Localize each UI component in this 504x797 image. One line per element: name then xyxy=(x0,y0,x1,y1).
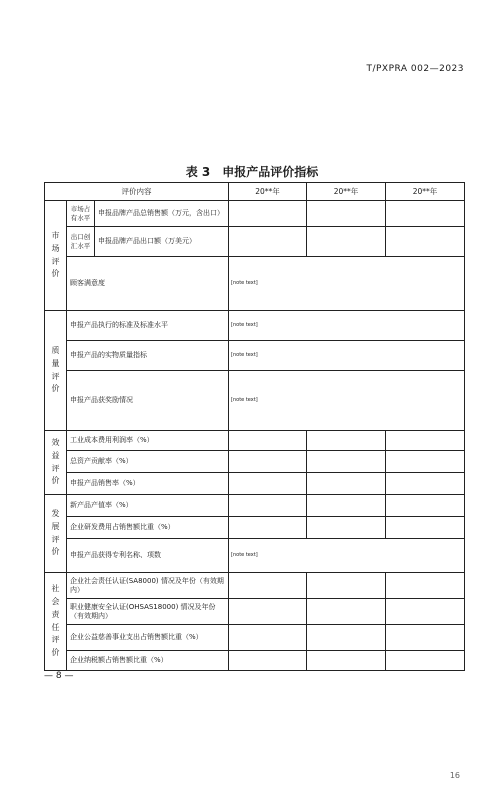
item-sa8000: 企业社会责任认证(SA8000) 情况及年份（有效期内） xyxy=(67,573,229,599)
document-id: T/PXPRA 002—2023 xyxy=(366,64,464,74)
value-cell xyxy=(229,227,307,257)
table-row xyxy=(45,311,465,341)
value-cell xyxy=(386,451,465,473)
item-sales-rate: 申报产品销售率（%） xyxy=(67,473,229,495)
note-awards: [note text] xyxy=(229,371,465,431)
table-row xyxy=(45,495,465,517)
value-cell xyxy=(307,599,386,625)
item-total-sales: 申报品牌产品总销售额（万元，含出口） xyxy=(95,201,229,227)
value-cell xyxy=(307,431,386,451)
table-header-row xyxy=(45,183,465,201)
item-patents: 申报产品获得专利名称、项数 xyxy=(67,539,229,573)
table-row xyxy=(45,599,465,625)
sub-export: 出口创汇水平 xyxy=(67,227,95,257)
table-row xyxy=(45,227,465,257)
note-physical-quality: [note text] xyxy=(229,341,465,371)
header-year-1: 20**年 xyxy=(229,183,307,201)
item-rd-ratio: 企业研发费用占销售额比重（%） xyxy=(67,517,229,539)
value-cell xyxy=(229,651,307,671)
table-row xyxy=(45,517,465,539)
value-cell xyxy=(386,625,465,651)
category-quality: 质量评价 xyxy=(45,311,67,431)
item-charity: 企业公益慈善事业支出占销售额比重（%） xyxy=(67,625,229,651)
header-year-2: 20**年 xyxy=(307,183,386,201)
value-cell xyxy=(386,573,465,599)
item-new-product: 新产品产值率（%） xyxy=(67,495,229,517)
category-efficiency: 效益评价 xyxy=(45,431,67,495)
value-cell xyxy=(229,573,307,599)
value-cell xyxy=(307,625,386,651)
table-row xyxy=(45,651,465,671)
note-customer-satisfaction: [note text] xyxy=(229,257,465,311)
evaluation-table xyxy=(44,182,465,671)
value-cell xyxy=(229,517,307,539)
value-cell xyxy=(229,431,307,451)
value-cell xyxy=(307,227,386,257)
value-cell xyxy=(229,451,307,473)
item-asset-contribution: 总资产贡献率（%） xyxy=(67,451,229,473)
table-row xyxy=(45,257,465,311)
item-cost-profit: 工业成本费用利润率（%） xyxy=(67,431,229,451)
value-cell xyxy=(307,573,386,599)
value-cell xyxy=(307,451,386,473)
value-cell xyxy=(229,625,307,651)
value-cell xyxy=(386,473,465,495)
item-physical-quality: 申报产品的实物质量指标 xyxy=(67,341,229,371)
table-row xyxy=(45,341,465,371)
category-market: 市场评价 xyxy=(45,201,67,311)
sub-market-share: 市场占有水平 xyxy=(67,201,95,227)
note-patents: [note text] xyxy=(229,539,465,573)
table-row xyxy=(45,451,465,473)
value-cell xyxy=(307,651,386,671)
value-cell xyxy=(386,201,465,227)
value-cell xyxy=(229,201,307,227)
page-number: 16 xyxy=(449,771,460,780)
table-row xyxy=(45,371,465,431)
value-cell xyxy=(229,599,307,625)
item-tax: 企业纳税额占销售额比重（%） xyxy=(67,651,229,671)
header-year-3: 20**年 xyxy=(386,183,465,201)
note-standard: [note text] xyxy=(229,311,465,341)
page-footer-label: — 8 — xyxy=(44,671,74,681)
category-development: 发展评价 xyxy=(45,495,67,573)
value-cell xyxy=(386,517,465,539)
value-cell xyxy=(386,495,465,517)
item-standard: 申报产品执行的标准及标准水平 xyxy=(67,311,229,341)
item-customer-satisfaction: 顾客满意度 xyxy=(67,257,229,311)
table-row xyxy=(45,201,465,227)
value-cell xyxy=(229,473,307,495)
item-awards: 申报产品获奖励情况 xyxy=(67,371,229,431)
value-cell xyxy=(307,495,386,517)
table-row xyxy=(45,625,465,651)
table-title: 表 3 申报产品评价指标 xyxy=(185,165,319,179)
value-cell xyxy=(386,431,465,451)
table-row xyxy=(45,473,465,495)
table-row xyxy=(45,431,465,451)
table-row xyxy=(45,573,465,599)
value-cell xyxy=(307,473,386,495)
value-cell xyxy=(307,517,386,539)
table-row xyxy=(45,539,465,573)
item-export-amount: 申报品牌产品出口额（万美元） xyxy=(95,227,229,257)
value-cell xyxy=(307,201,386,227)
header-content: 评价内容 xyxy=(45,183,229,201)
value-cell xyxy=(386,227,465,257)
value-cell xyxy=(386,651,465,671)
value-cell xyxy=(386,599,465,625)
item-ohsas: 职业健康安全认证(OHSAS18000) 情况及年份（有效期内） xyxy=(67,599,229,625)
value-cell xyxy=(229,495,307,517)
category-social: 社会责任评价 xyxy=(45,573,67,671)
